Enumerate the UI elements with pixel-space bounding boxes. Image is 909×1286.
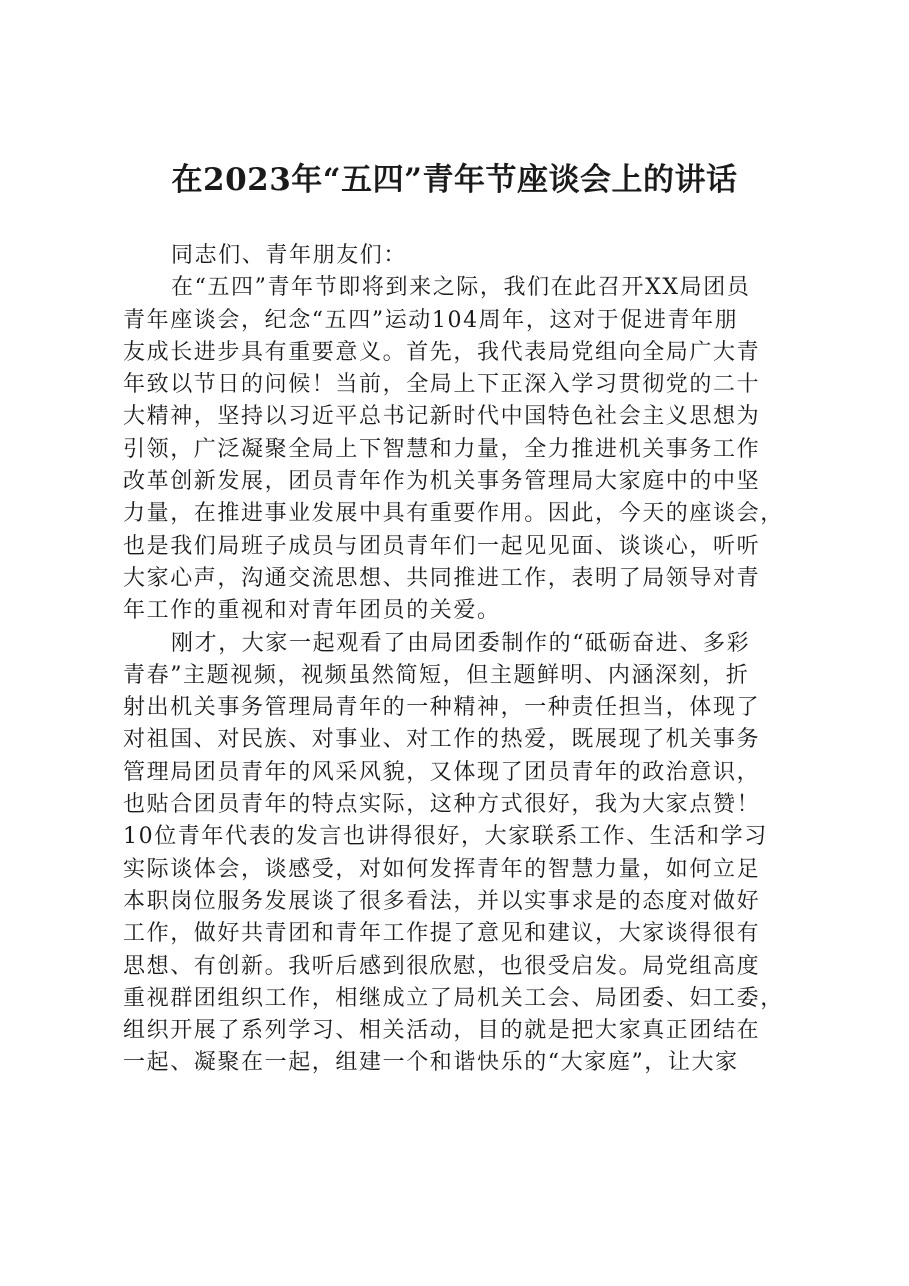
text-line: 思想、有创新。我听后感到很欣慰，也很受启发。局党组高度 <box>123 953 761 979</box>
text-line: 组织开展了系列学习、相关活动，目的就是把大家真正团结在 <box>123 1018 761 1044</box>
text-line: 管理局团员青年的风采风貌，又体现了团员青年的政治意识， <box>123 759 761 785</box>
text-line: 射出机关事务管理局青年的一种精神，一种责任担当，体现了 <box>123 695 761 721</box>
text-line: 工作，做好共青团和青年工作提了意见和建议，大家谈得很有 <box>123 921 761 947</box>
text-line: 10位青年代表的发言也讲得很好，大家联系工作、生活和学习 <box>123 824 768 850</box>
text-line: 年工作的重视和对青年团员的关爱。 <box>123 598 501 624</box>
text-line: 大家心声，沟通交流思想、共同推进工作，表明了局领导对青 <box>123 565 761 591</box>
text-line: 同志们、青年朋友们： <box>171 243 408 268</box>
text-line: 改革创新发展，团员青年作为机关事务管理局大家庭中的中坚 <box>123 469 761 495</box>
text-line: 青年座谈会，纪念“五四”运动104周年，这对于促进青年朋 <box>123 307 739 333</box>
text-line: 友成长进步具有重要意义。首先，我代表局党组向全局广大青 <box>123 339 761 365</box>
text-line: 一起、凝聚在一起，组建一个和谐快乐的“大家庭”，让大家 <box>123 1050 739 1076</box>
text-line: 在“五四”青年节即将到来之际，我们在此召开XX局团员 <box>171 275 751 301</box>
text-line: 青春”主题视频，视频虽然简短，但主题鲜明、内涵深刻，折 <box>123 662 750 688</box>
text-line: 引领，广泛凝聚全局上下智慧和力量，全力推进机关事务工作 <box>123 436 761 462</box>
text-line: 重视群团组织工作，相继成立了局机关工会、局团委、妇工委， <box>123 985 784 1011</box>
document-title: 在2023年“五四”青年节座谈会上的讲话 <box>171 162 738 198</box>
text-line: 本职岗位服务发展谈了很多看法，并以实事求是的态度对做好 <box>123 888 761 914</box>
text-line: 也贴合团员青年的特点实际，这种方式很好，我为大家点赞！ <box>123 792 761 818</box>
text-line: 大精神，坚持以习近平总书记新时代中国特色社会主义思想为 <box>123 404 761 430</box>
text-line: 也是我们局班子成员与团员青年们一起见见面、谈谈心，听听 <box>123 533 761 559</box>
text-line: 力量，在推进事业发展中具有重要作用。因此，今天的座谈会， <box>123 501 784 527</box>
document-body <box>123 240 799 1080</box>
text-line: 实际谈体会，谈感受，对如何发挥青年的智慧力量，如何立足 <box>123 856 761 882</box>
text-line: 刚才，大家一起观看了由局团委制作的“砥砺奋进、多彩 <box>171 630 751 656</box>
text-line: 对祖国、对民族、对事业、对工作的热爱，既展现了机关事务 <box>123 727 761 753</box>
text-line: 年致以节日的问候！当前，全局上下正深入学习贯彻党的二十 <box>123 372 761 398</box>
